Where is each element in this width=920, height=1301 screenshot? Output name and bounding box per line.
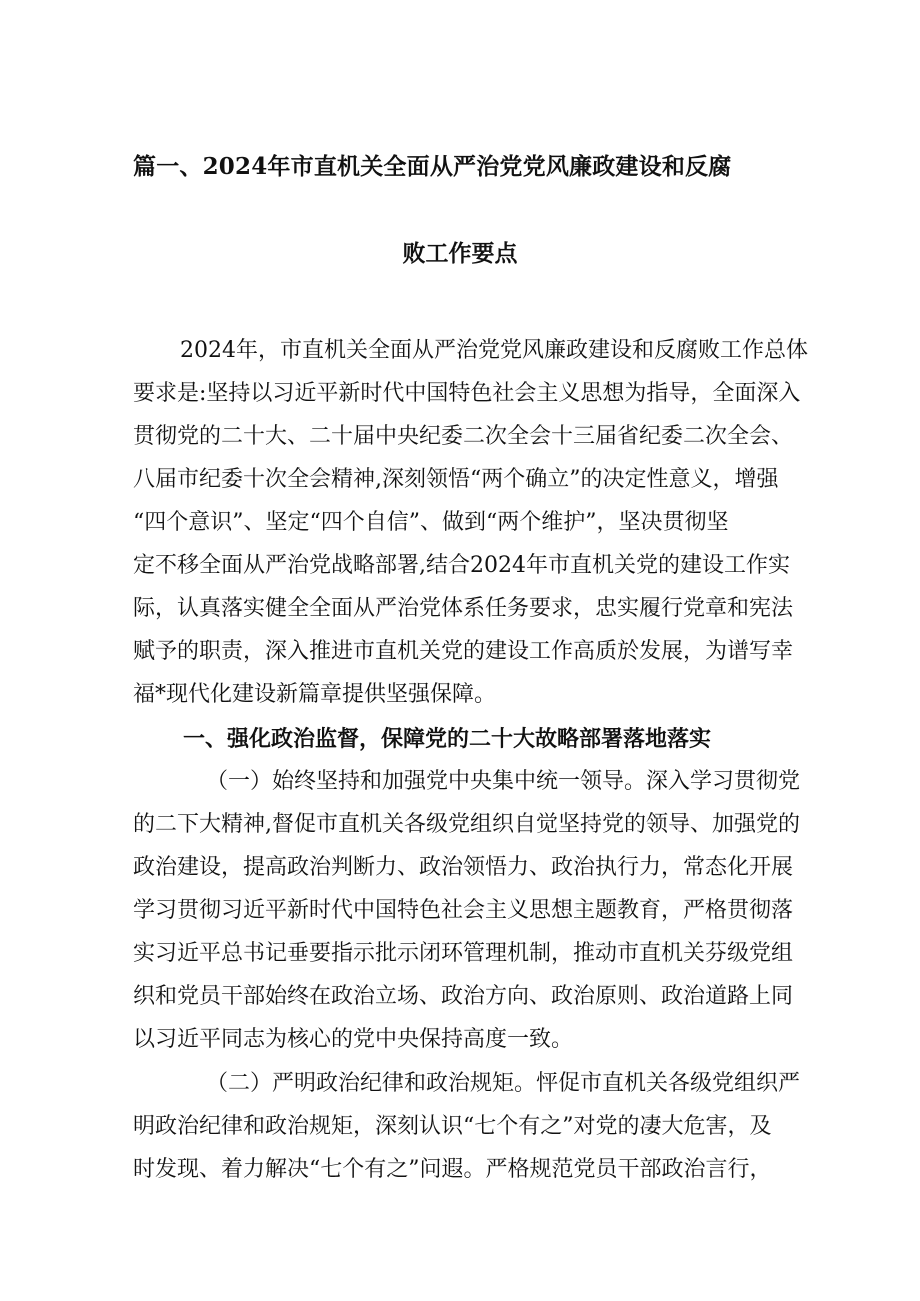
paragraph-line: 实习近平总书记垂要指示批示闭环管理机制，推动市直机关芬级党组 <box>133 941 794 966</box>
paragraph-line: 时发现、着力解决“七个有之”问遐。严格规范党员干部政治言行， <box>133 1157 772 1182</box>
document-title-line-2: 败工作要点 <box>402 240 518 267</box>
paragraph-line: （二）严明政治纪律和政治规矩。怦促市直机关各级党组织严 <box>206 1071 801 1096</box>
paragraph-line: 明政治纪律和政治规矩，深刻认识“七个有之”对党的凄大危害，及 <box>133 1114 772 1139</box>
section-heading: 一、强化政治监督，保障党的二十大故略部署落地落实 <box>183 726 712 752</box>
paragraph-line: 2024年，市直机关全面从严治党党风廉政建设和反腐败工作总体 <box>180 338 808 363</box>
document-title-line-1: 篇一、2024年市直机关全面从严治党党风廉政建设和反腐 <box>133 153 732 180</box>
paragraph-line: （一）始终坚持和加强党中央集中统一领导。深入学习贯彻党 <box>206 769 801 794</box>
paragraph-line: 织和党员干部始终在政治立场、政治方向、政治原则、政治道路上同 <box>133 984 794 1009</box>
paragraph-line: 以习近平同志为核心的党中央保持高度一致。 <box>133 1027 574 1052</box>
paragraph-line: 际，认真落实健全全面从严治党体系任务要求，忠实履行党章和宪法 <box>133 596 794 621</box>
paragraph-line: 政治建设，提高政治判断力、政治领悟力、政治执行力，常态化开展 <box>133 855 794 880</box>
paragraph-line: 要求是:坚持以习近平新时代中国特色社会主义思想为指导，全面深入 <box>133 381 801 406</box>
paragraph-line: 学习贯彻习近平新时代中国特色社会主义思想主题教育，严格贯彻落 <box>133 898 794 923</box>
paragraph-line: 八届市纪委十次全会精神,深刻领悟“两个确立”的决定性意义，增强 <box>133 467 779 492</box>
paragraph-line: 定不移全面从严治党战略部署,结合2024年市直机关党的建设工作实 <box>133 553 790 578</box>
paragraph-line: “四个意识”、坚定“四个自信”、做到“两个维护”，坚决贯彻坚 <box>133 510 729 535</box>
paragraph-line: 的二下大精神,督促市直机关各级党组织自觉坚持党的领导、加强党的 <box>133 812 800 837</box>
paragraph-line: 贯彻党的二十大、二十届中央纪委二次全会十三届省纪委二次全会、 <box>133 424 794 449</box>
paragraph-line: 赋予的职责，深入推进市直机关党的建设工作高质於发展，为谱写幸 <box>133 639 794 664</box>
paragraph-line: 福*现代化建设新篇章提供坚强保障。 <box>133 682 497 707</box>
